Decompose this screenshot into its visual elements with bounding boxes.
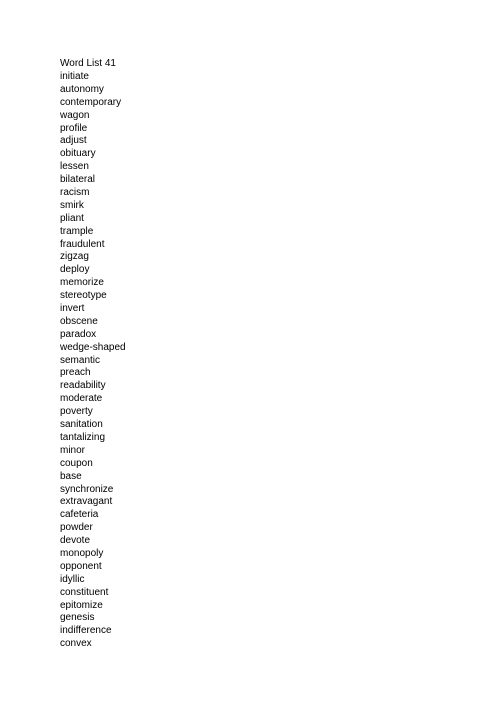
word-list-item: stereotype bbox=[60, 290, 107, 302]
word-list-item: base bbox=[60, 470, 82, 482]
word-list-item: fraudulent bbox=[60, 238, 105, 250]
word-list-item: profile bbox=[60, 122, 88, 134]
word-list-item: sanitation bbox=[60, 419, 103, 431]
word-list-item: smirk bbox=[60, 199, 84, 211]
word-list-item: obituary bbox=[60, 148, 96, 160]
word-list-item: idyllic bbox=[60, 573, 85, 585]
word-list-item: bilateral bbox=[60, 174, 96, 186]
word-list-item: paradox bbox=[60, 328, 97, 340]
word-list-title: Word List 41 bbox=[60, 58, 116, 69]
word-list-item: tantalizing bbox=[60, 431, 106, 443]
word-list-item: opponent bbox=[60, 560, 102, 572]
word-list-item: epitomize bbox=[60, 599, 103, 611]
word-list-item: cafeteria bbox=[60, 509, 99, 521]
word-list-item: contemporary bbox=[60, 96, 122, 108]
word-list-item: synchronize bbox=[60, 483, 114, 495]
word-list-item: constituent bbox=[60, 586, 109, 598]
word-list-item: initiate bbox=[60, 71, 89, 82]
word-list-item: pliant bbox=[60, 212, 84, 224]
word-list-item: extravagant bbox=[60, 496, 113, 508]
word-list-item: wagon bbox=[60, 109, 90, 121]
word-list-item: autonomy bbox=[60, 83, 104, 95]
word-list-item: memorize bbox=[60, 277, 104, 289]
word-list-item: semantic bbox=[60, 354, 101, 366]
word-list-item: wedge-shaped bbox=[60, 341, 126, 353]
word-list-item: powder bbox=[60, 522, 93, 534]
word-list-item: obscene bbox=[60, 315, 98, 327]
word-list-item: preach bbox=[60, 367, 91, 379]
word-list-item: coupon bbox=[60, 457, 93, 469]
word-list-item: convex bbox=[60, 638, 92, 650]
word-list-item: moderate bbox=[60, 393, 103, 405]
word-list-item: invert bbox=[60, 303, 85, 315]
word-list-item: poverty bbox=[60, 406, 93, 418]
word-list-item: devote bbox=[60, 535, 91, 547]
word-list-item: genesis bbox=[60, 612, 95, 624]
word-list-item: lessen bbox=[60, 161, 89, 173]
word-list-item: racism bbox=[60, 187, 90, 199]
word-list-item: trample bbox=[60, 225, 94, 237]
word-list-item: readability bbox=[60, 380, 106, 392]
word-list-item: indifference bbox=[60, 625, 112, 637]
word-list-item: deploy bbox=[60, 264, 90, 276]
word-list-item: adjust bbox=[60, 135, 87, 147]
word-list-item: zigzag bbox=[60, 251, 89, 263]
word-list bbox=[60, 71, 126, 651]
word-list-item: minor bbox=[60, 444, 86, 456]
word-list-item: monopoly bbox=[60, 547, 104, 559]
